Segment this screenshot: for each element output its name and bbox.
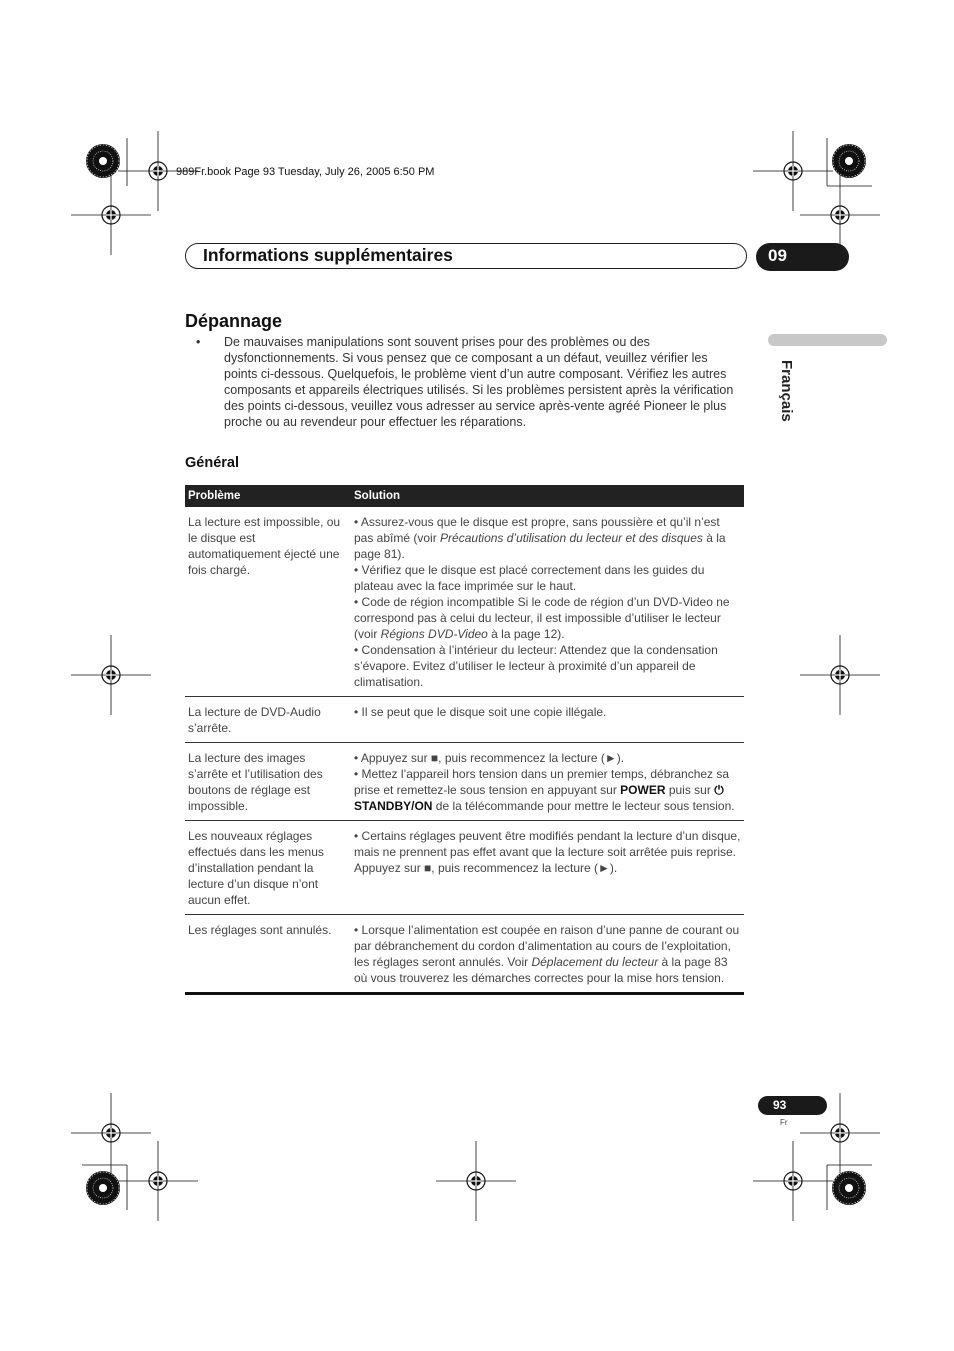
page-number: 93: [773, 1098, 787, 1112]
solution-text: de la télécommande pour mettre le lecteur sous tension.: [432, 799, 735, 813]
solution-item: [354, 562, 741, 594]
problem-cell: Les réglages sont annulés.: [185, 915, 351, 994]
solution-cell: [351, 743, 744, 821]
solution-text: • Certains réglages peuvent être modifiés pendant la lecture d’un disque, mais ne prennent pas effet avant que la lecture soit arrêtée puis reprise. Appuyez sur ■, puis recommencez la lecture (►).: [354, 829, 741, 875]
troubleshooting-table: [185, 485, 744, 995]
solution-item: [354, 750, 741, 766]
problem-cell: La lecture est impossible, ou le disque est automatiquement éjecté une fois chargé.: [185, 507, 351, 697]
page-language: Fr: [780, 1118, 788, 1127]
table-row: [185, 821, 744, 915]
table-header-row: [185, 485, 744, 507]
solution-text: • Condensation à l’intérieur du lecteur: Attendez que la condensation s’évapore. Evitez d’utiliser le lecteur à proximité d’un appareil de climatisation.: [354, 643, 718, 689]
solution-text: Régions DVD-Video: [380, 627, 488, 641]
column-header-problem: Problème: [185, 485, 351, 507]
solution-cell: [351, 915, 744, 994]
solution-text: Déplacement du lecteur: [531, 955, 659, 969]
solution-cell: [351, 821, 744, 915]
problem-cell: Les nouveaux réglages effectués dans les menus d’installation pendant la lecture d’un disque n’ont aucun effet.: [185, 821, 351, 915]
chapter-number: 09: [768, 246, 787, 265]
problem-cell: La lecture des images s’arrête et l’utilisation des boutons de réglage est impossible.: [185, 743, 351, 821]
solution-item: [354, 594, 741, 642]
section-title: Dépannage: [185, 311, 283, 331]
solution-text: • Lorsque l’alimentation est coupée en raison d’une panne de courant ou par débranchement du cordon d’alimentation au cours de l’exploitation, les réglages seront annulés. Voir: [354, 923, 740, 969]
solution-item: [354, 766, 741, 814]
solution-text: • Vérifiez que le disque est placé correctement dans les guides du plateau avec la face imprimée sur le haut.: [354, 563, 705, 593]
solution-item: [354, 514, 741, 562]
solution-text: POWER: [620, 783, 666, 797]
solution-text: • Il se peut que le disque soit une copie illégale.: [354, 705, 607, 719]
book-imprint-line: 989Fr.book Page 93 Tuesday, July 26, 2005 6:50 PM: [176, 166, 435, 178]
solution-text: • Assurez-vous que le disque est propre, sans poussière et qu’il n’est pas abîmé (voir: [354, 515, 720, 545]
table-body: [185, 507, 744, 994]
column-header-solution: Solution: [351, 485, 744, 507]
solution-item: [354, 922, 741, 986]
solution-item: [354, 642, 741, 690]
subsection-title: Général: [185, 455, 239, 471]
problem-cell: La lecture de DVD-Audio s’arrête.: [185, 697, 351, 743]
solution-text: • Code de région incompatible Si le code de région d’un DVD-Video ne correspond pas à celui du lecteur, il est impossible d’utiliser le lecteur (voir: [354, 595, 730, 641]
table-row: [185, 507, 744, 697]
language-tab-bar: [768, 334, 887, 346]
solution-cell: [351, 507, 744, 697]
table-row: [185, 743, 744, 821]
solution-cell: [351, 697, 744, 743]
solution-item: [354, 828, 741, 876]
table-row: [185, 697, 744, 743]
solution-text: à la page 81).: [354, 531, 726, 561]
solution-item: [354, 704, 741, 720]
table-row: [185, 915, 744, 994]
header-title: Informations supplémentaires: [203, 245, 453, 265]
intro-paragraph: De mauvaises manipulations sont souvent prises pour des problèmes ou des dysfonctionnements. Si vous pensez que ce composant a un défaut, veuillez vérifier les points ci-dessous. Quelquefois, le problème vient d’un autre composant. Vérifiez les autres composants et appareils électriques utilisés. Si les problèmes persistent après la vérification des points ci-dessous, veuillez vous adresser au service après-vente agréé Pioneer le plus proche ou au revendeur pour effectuer les réparations.: [224, 335, 734, 429]
solution-text: à la page 12).: [487, 627, 565, 641]
language-tab-label: Français: [778, 360, 795, 422]
solution-text: • Mettez l’appareil hors tension dans un premier temps, débranchez sa prise et remettez-le sous tension en appuyant sur: [354, 767, 730, 797]
solution-text: ⏻ STANDBY/ON: [354, 783, 724, 813]
bullet-icon: •: [196, 335, 201, 349]
solution-text: • Appuyez sur ■, puis recommencez la lecture (►).: [354, 751, 625, 765]
solution-text: puis sur: [665, 783, 715, 797]
solution-text: à la page 83 où vous trouverez les démarches correctes pour la mise hors tension.: [354, 955, 728, 985]
page-number-badge: [758, 1096, 827, 1115]
solution-text: Précautions d’utilisation du lecteur et des disques: [440, 531, 703, 545]
